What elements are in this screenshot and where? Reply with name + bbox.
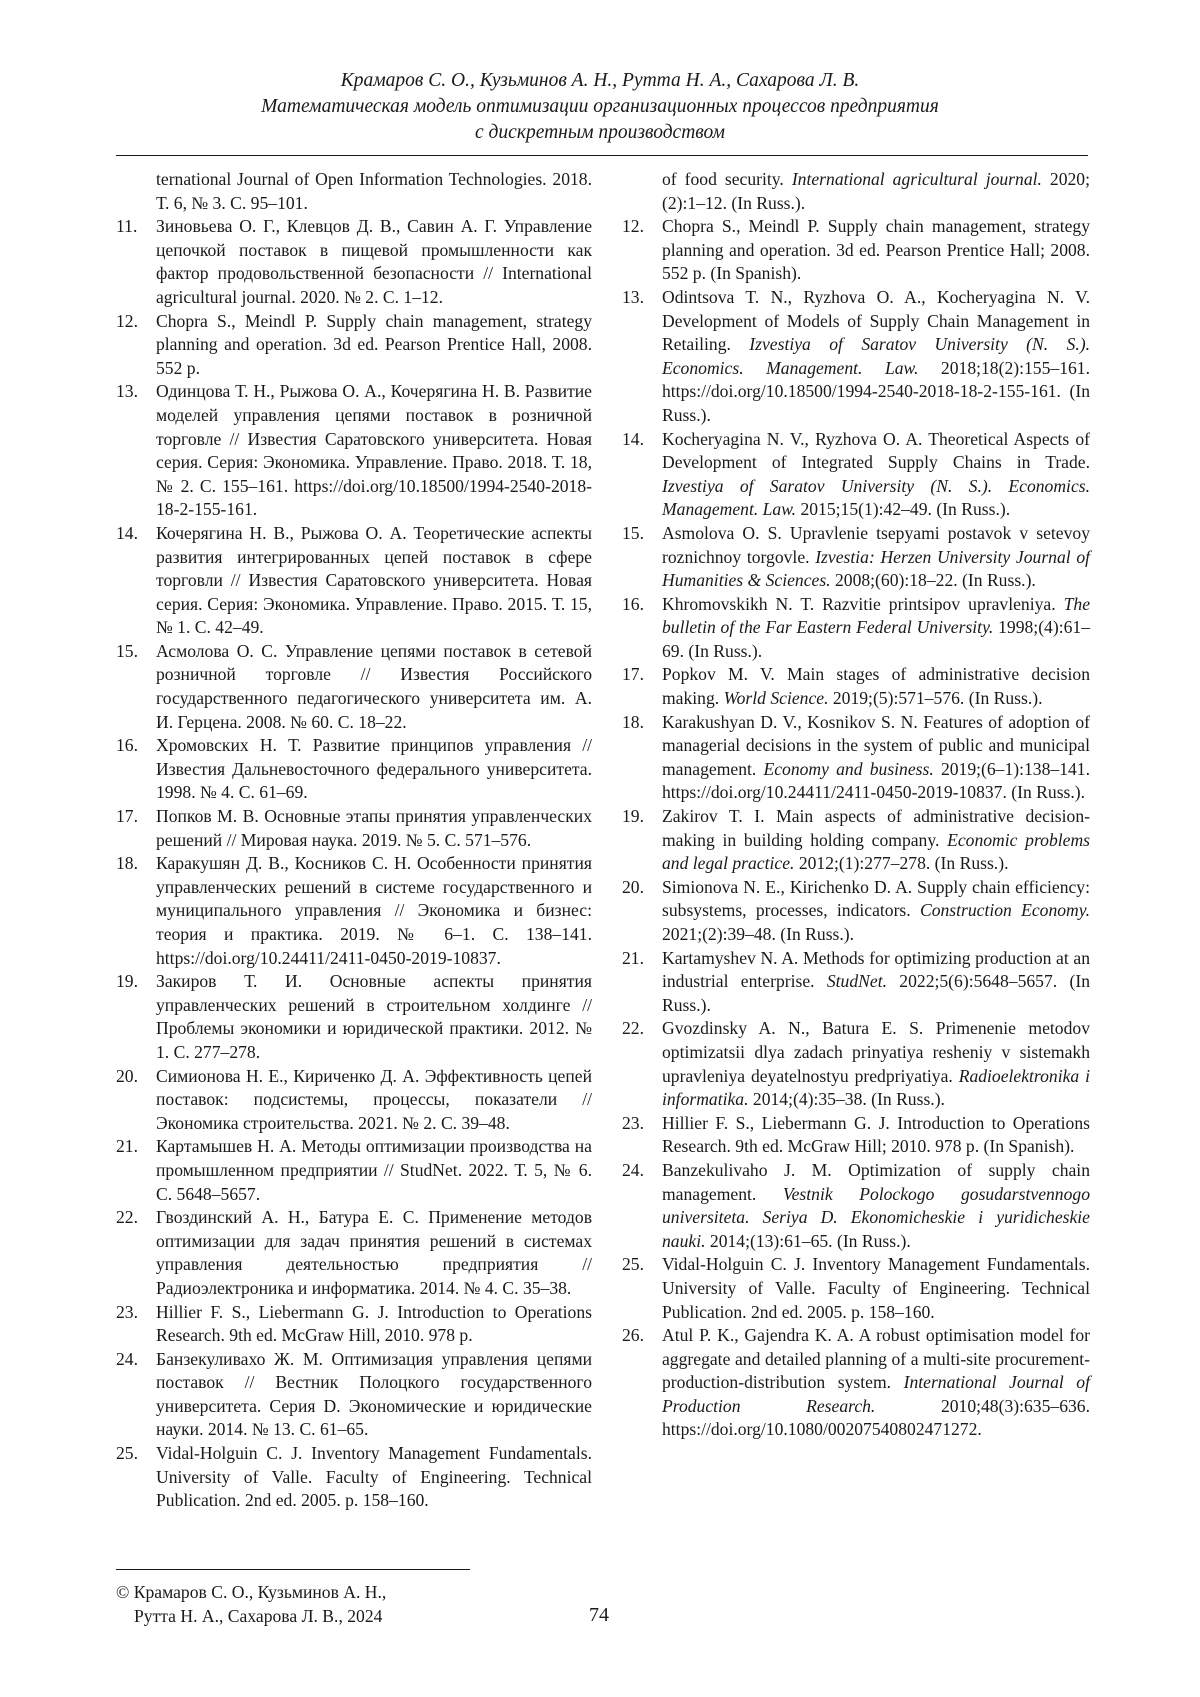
reference-item	[622, 1253, 1090, 1324]
reference-text-plain: 2012;(1):277–278. (In Russ.).	[794, 853, 1008, 873]
reference-text: Каракушян Д. В., Косников С. Н. Особенности принятия управленческих решений в системе государственного и муниципального управления // Экономика и бизнес: теория и практика. 2019. № 6–1. С. 138–141. https://doi.org/10.24411/2411-0450-2019-10837.	[156, 852, 592, 970]
reference-item	[622, 1324, 1090, 1442]
reference-text	[662, 522, 1090, 593]
reference-text: Зиновьева О. Г., Клевцов Д. В., Савин А. Г. Управление цепочкой поставок в пищевой промышленности как фактор продовольственной безопасности // International agricultural journal. 2020. № 2. С. 1–12.	[156, 215, 592, 309]
reference-journal-title: Radioelektronika i informatika.	[662, 1066, 1090, 1110]
reference-text: Симионова Н. Е., Кириченко Д. А. Эффективность цепей поставок: подсистемы, процессы, показатели // Экономика строительства. 2021. № 2. С. 39–48.	[156, 1065, 592, 1136]
reference-number: 17.	[622, 663, 662, 710]
reference-item	[116, 1442, 592, 1513]
reference-number: 23.	[116, 1301, 156, 1348]
reference-text-plain: Khromovskikh N. T. Razvitie printsipov upravleniya.	[662, 594, 1064, 614]
reference-item	[622, 947, 1090, 1018]
reference-text: Попков М. В. Основные этапы принятия управленческих решений // Мировая наука. 2019. № 5. С. 571–576.	[156, 805, 592, 852]
reference-text-plain: Karakushyan D. V., Kosnikov S. N. Features of adoption of managerial decisions in the system of public and municipal management.	[662, 712, 1090, 779]
reference-text	[662, 286, 1090, 428]
reference-number: 13.	[116, 380, 156, 522]
reference-text-plain: of food security.	[662, 169, 792, 189]
reference-item	[116, 640, 592, 734]
header-title-line-2: с дискретным производством	[110, 120, 1090, 146]
reference-text	[662, 1324, 1090, 1442]
reference-number: 24.	[116, 1348, 156, 1442]
reference-list-english	[622, 215, 1090, 1442]
reference-journal-title: Izvestia: Herzen University Journal of Humanities & Sciences.	[662, 547, 1090, 591]
reference-text: Банзекуливахо Ж. М. Оптимизация управления цепями поставок // Вестник Полоцкого государственного университета. Серия D. Экономические и юридические науки. 2014. № 13. С. 61–65.	[156, 1348, 592, 1442]
journal-page	[0, 0, 1200, 1697]
reference-item	[116, 215, 592, 309]
reference-text	[662, 1253, 1090, 1324]
reference-number: 22.	[116, 1206, 156, 1300]
reference-item	[116, 734, 592, 805]
references-russian-column	[116, 168, 592, 1513]
reference-text-plain: Atul P. K., Gajendra K. A. A robust optimisation model for aggregate and detailed planning of a multi-site procurement-production-distribution system.	[662, 1325, 1090, 1392]
reference-number: 24.	[622, 1159, 662, 1253]
reference-item	[622, 1112, 1090, 1159]
reference-item	[116, 970, 592, 1064]
reference-text-plain: Vidal-Holguin C. J. Inventory Management Fundamentals. University of Valle. Faculty of Engineering. Technical Publication. 2nd ed. 2005. p. 158–160.	[662, 1254, 1090, 1321]
reference-number: 20.	[622, 876, 662, 947]
reference-text-plain: 2021;(2):39–48. (In Russ.).	[662, 924, 854, 944]
reference-item	[116, 852, 592, 970]
reference-item	[116, 805, 592, 852]
reference-text	[662, 215, 1090, 286]
footer-divider	[116, 1569, 470, 1570]
reference-text: Hillier F. S., Liebermann G. J. Introduction to Operations Research. 9th ed. McGraw Hill, 2010. 978 p.	[156, 1301, 592, 1348]
reference-item	[622, 1159, 1090, 1253]
references-english-column	[622, 168, 1090, 1442]
reference-number: 13.	[622, 286, 662, 428]
reference-item	[116, 1348, 592, 1442]
reference-text-plain: Kocheryagina N. V., Ryzhova O. A. Theoretical Aspects of Development of Integrated Supply Chains in Trade.	[662, 429, 1090, 473]
reference-text: Одинцова Т. Н., Рыжова О. А., Кочерягина Н. В. Развитие моделей управления цепями поставок в розничной торговле // Известия Саратовского университета. Новая серия. Серия: Экономика. Управление. Право. 2018. Т. 18, № 2. С. 155–161. https://doi.org/10.18500/1994-2540-2018-18-2-155-161.	[156, 380, 592, 522]
reference-text	[662, 1017, 1090, 1111]
reference-journal-title: Vestnik Polockogo gosudarstvennogo universiteta. Seriya D. Ekonomicheskie i yuridicheskie nauki.	[662, 1184, 1090, 1251]
reference-number: 16.	[116, 734, 156, 805]
reference-text-plain: Asmolova O. S. Upravlenie tsepyami postavok v setevoy roznichnoy torgovle.	[662, 523, 1090, 567]
reference-item	[622, 876, 1090, 947]
reference-item	[622, 663, 1090, 710]
reference-text	[662, 593, 1090, 664]
reference-text: Vidal-Holguin C. J. Inventory Management Fundamentals. University of Valle. Faculty of Engineering. Technical Publication. 2nd ed. 2005. p. 158–160.	[156, 1442, 592, 1513]
reference-number: 21.	[116, 1135, 156, 1206]
reference-journal-title: Izvestiya of Saratov University (N. S.). Economics. Management. Law.	[662, 476, 1090, 520]
reference-text	[662, 876, 1090, 947]
reference-text	[662, 1159, 1090, 1253]
reference-number: 12.	[622, 215, 662, 286]
reference-number: 18.	[116, 852, 156, 970]
reference-journal-title: StudNet.	[827, 971, 887, 991]
reference-journal-title: The bulletin of the Far Eastern Federal University.	[662, 594, 1090, 638]
reference-item	[622, 428, 1090, 522]
reference-text	[662, 805, 1090, 876]
reference-journal-title: International Journal of Production Research.	[662, 1372, 1090, 1416]
reference-number: 25.	[116, 1442, 156, 1513]
reference-number: 25.	[622, 1253, 662, 1324]
copyright-notice	[116, 1580, 386, 1628]
reference-text-plain: Odintsova T. N., Ryzhova O. A., Kocheryagina N. V. Development of Models of Supply Chain Management in Retailing.	[662, 287, 1090, 354]
reference-item	[116, 310, 592, 381]
reference-number: 22.	[622, 1017, 662, 1111]
running-header	[110, 68, 1090, 146]
reference-number: 17.	[116, 805, 156, 852]
copyright-line-1: © Крамаров С. О., Кузьминов А. Н.,	[116, 1580, 386, 1604]
reference-number: 20.	[116, 1065, 156, 1136]
reference-journal-title: Economy and business.	[763, 759, 933, 779]
reference-number: 16.	[622, 593, 662, 664]
reference-text	[662, 428, 1090, 522]
reference-text-plain: Kartamyshev N. A. Methods for optimizing production at an industrial enterprise.	[662, 948, 1090, 992]
reference-number: 23.	[622, 1112, 662, 1159]
reference-text-plain: Popkov M. V. Main stages of administrative decision making.	[662, 664, 1090, 708]
reference-text-plain: Simionova N. E., Kirichenko D. A. Supply chain efficiency: subsystems, processes, indicators.	[662, 877, 1090, 921]
reference-text-plain: 2008;(60):18–22. (In Russ.).	[831, 570, 1036, 590]
reference-number: 19.	[622, 805, 662, 876]
reference-item	[116, 1065, 592, 1136]
reference-journal-title: International agricultural journal.	[792, 169, 1042, 189]
reference-text-plain: 2010;48(3):635–636. https://doi.org/10.1080/00207540802471272.	[662, 1396, 1090, 1440]
reference-text: Chopra S., Meindl P. Supply chain management, strategy planning and operation. 3d ed. Pearson Prentice Hall, 2008. 552 p.	[156, 310, 592, 381]
reference-text-plain: 2014;(13):61–65. (In Russ.).	[706, 1231, 911, 1251]
reference-item	[116, 1206, 592, 1300]
reference-item	[622, 805, 1090, 876]
reference-item	[622, 286, 1090, 428]
reference-item	[116, 1135, 592, 1206]
reference-item	[116, 522, 592, 640]
reference-text: Гвоздинский А. Н., Батура Е. С. Применение методов оптимизации для задач принятия решений в системах управления деятельностью предприятия // Радиоэлектроника и информатика. 2014. № 4. С. 35–38.	[156, 1206, 592, 1300]
reference-text-plain: Zakirov T. I. Main aspects of administrative decision-making in building holding company.	[662, 806, 1090, 850]
reference-text: Картамышев Н. А. Методы оптимизации производства на промышленном предприятии // StudNet. 2022. Т. 5, № 6. С. 5648–5657.	[156, 1135, 592, 1206]
reference-text-plain: 2014;(4):35–38. (In Russ.).	[749, 1089, 945, 1109]
reference-continuation: ternational Journal of Open Information Technologies. 2018. Т. 6, № 3. С. 95–101.	[116, 168, 592, 215]
reference-item	[116, 380, 592, 522]
reference-text	[662, 947, 1090, 1018]
reference-text-plain: 2019;(5):571–576. (In Russ.).	[828, 688, 1042, 708]
reference-number: 15.	[622, 522, 662, 593]
header-authors: Крамаров С. О., Кузьминов А. Н., Рутта Н. А., Сахарова Л. В.	[110, 68, 1090, 94]
reference-text-plain: Hillier F. S., Liebermann G. J. Introduction to Operations Research. 9th ed. McGraw Hill; 2010. 978 p. (In Spanish).	[662, 1113, 1090, 1157]
reference-item	[116, 1301, 592, 1348]
reference-text-plain: 2015;15(1):42–49. (In Russ.).	[796, 499, 1010, 519]
reference-number: 15.	[116, 640, 156, 734]
reference-text: Хромовских Н. Т. Развитие принципов управления // Известия Дальневосточного федерального университета. 1998. № 4. С. 61–69.	[156, 734, 592, 805]
reference-text-plain: Chopra S., Meindl P. Supply chain management, strategy planning and operation. 3d ed. Pearson Prentice Hall; 2008. 552 p. (In Spanish).	[662, 216, 1090, 283]
reference-journal-title: Economic problems and legal practice.	[662, 830, 1090, 874]
reference-text-plain: Banzekulivaho J. M. Optimization of supply chain management.	[662, 1160, 1090, 1204]
reference-text: Кочерягина Н. В., Рыжова О. А. Теоретические аспекты развития интегрированных цепей поставок в сфере торговли // Известия Саратовского университета. Новая серия. Серия: Экономика. Управление. Право. 2015. Т. 15, № 1. С. 42–49.	[156, 522, 592, 640]
header-divider	[116, 155, 1088, 156]
copyright-line-2: Рутта Н. А., Сахарова Л. В., 2024	[116, 1604, 386, 1628]
page-number: 74	[589, 1604, 609, 1627]
header-title-line-1: Математическая модель оптимизации организационных процессов предприятия	[110, 94, 1090, 120]
reference-item	[622, 215, 1090, 286]
reference-text-plain: Gvozdinsky A. N., Batura E. S. Primenenie metodov optimizatsii dlya zadach prinyatiya resheniy v sistemakh upravleniya deyatelnostyu predpriyatiya.	[662, 1018, 1090, 1085]
reference-continuation	[622, 168, 1090, 215]
reference-item	[622, 522, 1090, 593]
reference-text-plain: 2022;5(6):5648–5657. (In Russ.).	[662, 971, 1090, 1015]
reference-text-plain: 2018;18(2):155–161. https://doi.org/10.18500/1994-2540-2018-18-2-155-161. (In Russ.).	[662, 358, 1090, 425]
reference-text	[662, 663, 1090, 710]
reference-text-plain: 1998;(4):61–69. (In Russ.).	[662, 617, 1090, 661]
reference-text	[662, 711, 1090, 805]
reference-number: 18.	[622, 711, 662, 805]
reference-number: 26.	[622, 1324, 662, 1442]
reference-item	[622, 593, 1090, 664]
reference-number: 19.	[116, 970, 156, 1064]
reference-text: Закиров Т. И. Основные аспекты принятия управленческих решений в строительном холдинге // Проблемы экономики и юридической практики. 2012. № 1. С. 277–278.	[156, 970, 592, 1064]
reference-journal-title: Construction Economy.	[920, 900, 1090, 920]
reference-number: 12.	[116, 310, 156, 381]
reference-text: Асмолова О. С. Управление цепями поставок в сетевой розничной торговле // Известия Российского государственного педагогического университета им. А. И. Герцена. 2008. № 60. С. 18–22.	[156, 640, 592, 734]
reference-item	[622, 1017, 1090, 1111]
reference-text-plain: 2019;(6–1):138–141. https://doi.org/10.24411/2411-0450-2019-10837. (In Russ.).	[662, 759, 1090, 803]
reference-list-russian	[116, 215, 592, 1513]
reference-text-plain: 2020;(2):1–12. (In Russ.).	[662, 169, 1090, 213]
reference-item	[622, 711, 1090, 805]
reference-number: 14.	[116, 522, 156, 640]
reference-text	[662, 1112, 1090, 1159]
reference-journal-title: World Science.	[724, 688, 829, 708]
reference-number: 11.	[116, 215, 156, 309]
reference-number: 14.	[622, 428, 662, 522]
reference-number: 21.	[622, 947, 662, 1018]
reference-journal-title: Izvestiya of Saratov University (N. S.). Economics. Management. Law.	[662, 334, 1090, 378]
